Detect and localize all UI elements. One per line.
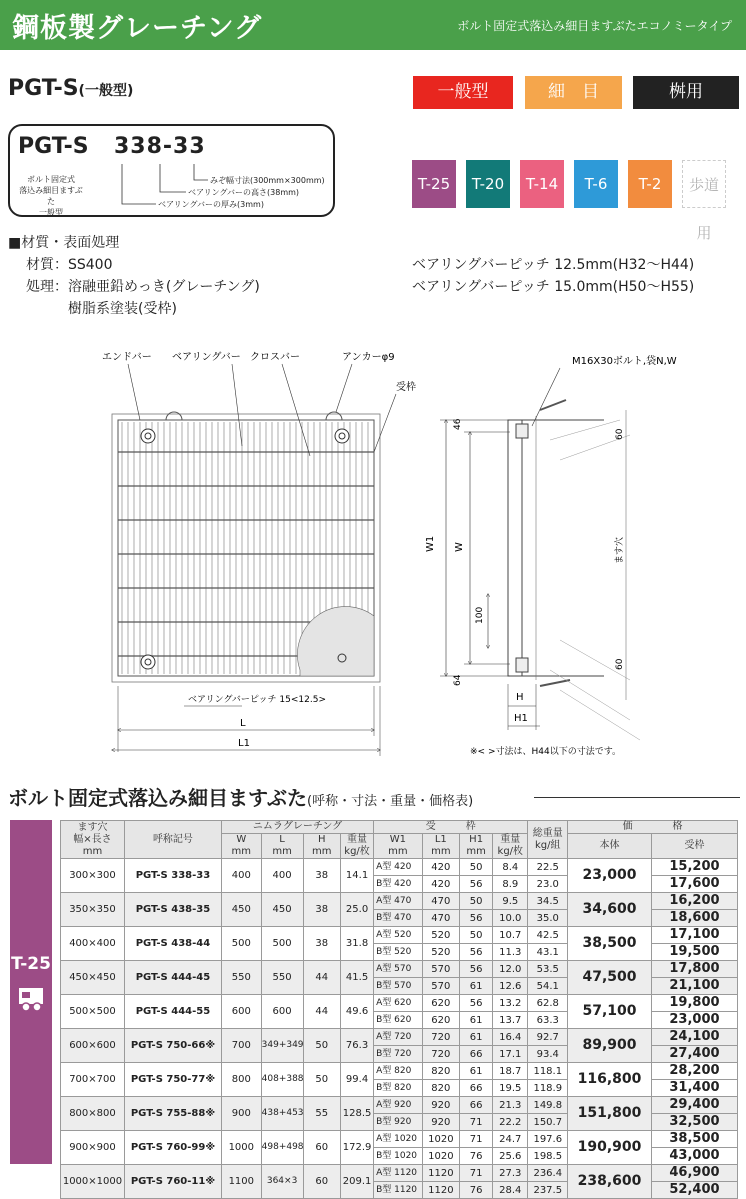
cell-L1: 1020	[422, 1148, 459, 1165]
model-name: PGT-S	[8, 76, 79, 101]
load-tag-5: T-2	[628, 160, 672, 208]
cell-frame-price: 18,600	[651, 910, 737, 927]
cell-W: 400	[221, 859, 261, 893]
cell-H: 50	[303, 1029, 340, 1063]
anchor-label: アンカーφ9	[342, 352, 395, 363]
cell-L1: 820	[422, 1080, 459, 1097]
dim-60-top-label: 60	[615, 428, 625, 440]
header-H1: H1 mm	[460, 834, 493, 859]
cell-masu: 700×700	[61, 1063, 125, 1097]
cell-H1: 56	[460, 944, 493, 961]
cell-frame-type: B型 570	[374, 978, 423, 995]
cell-code: PGT-S 760-99※	[124, 1131, 221, 1165]
cell-frame-type: B型 820	[374, 1080, 423, 1097]
cell-L: 349+349	[261, 1029, 303, 1063]
cell-body-price: 116,800	[568, 1063, 652, 1097]
cell-H1: 76	[460, 1182, 493, 1199]
load-tag-6: 歩道用	[682, 160, 726, 208]
cell-H: 38	[303, 927, 340, 961]
table-row	[61, 1131, 738, 1148]
cell-code: PGT-S 750-66※	[124, 1029, 221, 1063]
cell-masu: 350×350	[61, 893, 125, 927]
cell-H1: 56	[460, 876, 493, 893]
cell-frame-weight: 12.0	[493, 961, 528, 978]
page-title: 鋼板製グレーチング	[12, 13, 263, 44]
cell-frame-price: 15,200	[651, 859, 737, 876]
header-weight: 重量 kg/枚	[341, 834, 374, 859]
cell-frame-type: B型 1120	[374, 1182, 423, 1199]
cell-total-weight: 198.5	[528, 1148, 568, 1165]
process-text: 処理：溶融亜鉛めっき(グレーチング)	[26, 279, 260, 295]
cell-frame-type: B型 470	[374, 910, 423, 927]
cell-total-weight: 236.4	[528, 1165, 568, 1182]
cell-frame-price: 46,900	[651, 1165, 737, 1182]
cell-W: 700	[221, 1029, 261, 1063]
cell-frame-weight: 12.6	[493, 978, 528, 995]
cell-masu: 600×600	[61, 1029, 125, 1063]
cell-frame-price: 17,600	[651, 876, 737, 893]
cell-L1: 570	[422, 961, 459, 978]
table-row	[61, 1097, 738, 1114]
cell-frame-weight: 18.7	[493, 1063, 528, 1080]
cell-frame-price: 16,200	[651, 893, 737, 910]
cell-frame-weight: 8.4	[493, 859, 528, 876]
header-W: W mm	[221, 834, 261, 859]
cell-frame-type: A型 620	[374, 995, 423, 1012]
cell-frame-price: 32,500	[651, 1114, 737, 1131]
cell-H1: 61	[460, 1029, 493, 1046]
cell-frame-weight: 9.5	[493, 893, 528, 910]
cell-total-weight: 23.0	[528, 876, 568, 893]
fine-mesh-tag: 細 目	[525, 76, 622, 109]
cell-frame-type: B型 1020	[374, 1148, 423, 1165]
cell-masu: 400×400	[61, 927, 125, 961]
cell-frame-price: 24,100	[651, 1029, 737, 1046]
cell-frame-type: B型 520	[374, 944, 423, 961]
cell-H: 44	[303, 961, 340, 995]
cell-L1: 420	[422, 876, 459, 893]
cell-weight: 25.0	[341, 893, 374, 927]
cell-total-weight: 118.9	[528, 1080, 568, 1097]
header-L1: L1 mm	[422, 834, 459, 859]
W1-dimension-label: W1	[425, 535, 436, 552]
cell-masu: 300×300	[61, 859, 125, 893]
cell-L: 364×3	[261, 1165, 303, 1199]
cell-code: PGT-S 760-11※	[124, 1165, 221, 1199]
cell-H1: 56	[460, 995, 493, 1012]
cell-W: 1000	[221, 1131, 261, 1165]
cell-frame-price: 17,100	[651, 927, 737, 944]
bearing-bar-label: ベアリングバー	[172, 352, 241, 363]
table-row	[61, 995, 738, 1012]
cell-body-price: 190,900	[568, 1131, 652, 1165]
header-frame-weight: 重量 kg/枚	[493, 834, 528, 859]
cell-weight: 49.6	[341, 995, 374, 1029]
cell-L1: 720	[422, 1046, 459, 1063]
code-explanation-box	[8, 124, 335, 217]
dim-60-bottom-label: 60	[615, 658, 625, 670]
cell-total-weight: 118.1	[528, 1063, 568, 1080]
cell-W: 550	[221, 961, 261, 995]
cell-frame-weight: 24.7	[493, 1131, 528, 1148]
cell-frame-type: A型 720	[374, 1029, 423, 1046]
cell-code: PGT-S 338-33	[124, 859, 221, 893]
cell-code: PGT-S 444-45	[124, 961, 221, 995]
header-H: H mm	[303, 834, 340, 859]
code-box-name: PGT-S	[18, 134, 89, 159]
cell-body-price: 151,800	[568, 1097, 652, 1131]
price-table	[60, 820, 738, 1199]
cell-frame-weight: 22.2	[493, 1114, 528, 1131]
bolt-label: M16X30ボルト,袋N,W	[572, 356, 677, 367]
code-annotation-height: ベアリングバーの高さ(38mm)	[188, 188, 300, 197]
cell-frame-price: 43,000	[651, 1148, 737, 1165]
header-code: 呼称記号	[124, 821, 221, 859]
price-table-heading: ボルト固定式落込み細目ますぶた	[8, 786, 307, 810]
cell-total-weight: 42.5	[528, 927, 568, 944]
cell-H1: 50	[460, 893, 493, 910]
code-annotation-width: みぞ幅寸法(300mm×300mm)	[210, 176, 325, 185]
cell-body-price: 57,100	[568, 995, 652, 1029]
pitch-text-2: ベアリングバーピッチ 15.0mm(H50〜H55)	[412, 279, 695, 295]
cell-frame-price: 27,400	[651, 1046, 737, 1063]
load-tag-4: T-6	[574, 160, 618, 208]
cell-weight: 76.3	[341, 1029, 374, 1063]
cell-L1: 570	[422, 978, 459, 995]
cell-L: 600	[261, 995, 303, 1029]
cell-total-weight: 53.5	[528, 961, 568, 978]
dim-100-label: 100	[475, 606, 485, 624]
cell-H1: 66	[460, 1080, 493, 1097]
masu-use-tag: 桝用	[633, 76, 739, 109]
cell-H1: 71	[460, 1165, 493, 1182]
cell-frame-type: A型 920	[374, 1097, 423, 1114]
cell-H: 55	[303, 1097, 340, 1131]
price-table-body	[61, 859, 738, 1199]
cell-H: 60	[303, 1131, 340, 1165]
table-row	[61, 1165, 738, 1182]
cell-H: 60	[303, 1165, 340, 1199]
cell-total-weight: 150.7	[528, 1114, 568, 1131]
header-grating: ニムラグレーチング	[221, 821, 373, 834]
cell-masu: 800×800	[61, 1097, 125, 1131]
cell-frame-type: B型 720	[374, 1046, 423, 1063]
cell-frame-type: B型 420	[374, 876, 423, 893]
cell-weight: 99.4	[341, 1063, 374, 1097]
cell-frame-price: 23,000	[651, 1012, 737, 1029]
material-text: 材質：SS400	[26, 257, 113, 273]
process-text-2: 樹脂系塗装(受枠)	[68, 301, 177, 317]
pitch-text-1: ベアリングバーピッチ 12.5mm(H32〜H44)	[412, 257, 695, 273]
cell-H1: 61	[460, 978, 493, 995]
cell-frame-type: A型 420	[374, 859, 423, 876]
cell-frame-price: 21,100	[651, 978, 737, 995]
cell-code: PGT-S 444-55	[124, 995, 221, 1029]
cell-frame-type: B型 920	[374, 1114, 423, 1131]
truck-icon	[17, 984, 45, 1014]
cell-L: 450	[261, 893, 303, 927]
cell-H: 38	[303, 859, 340, 893]
cell-frame-price: 17,800	[651, 961, 737, 978]
cell-L: 500	[261, 927, 303, 961]
cell-L1: 1020	[422, 1131, 459, 1148]
cell-frame-type: A型 570	[374, 961, 423, 978]
cell-L: 550	[261, 961, 303, 995]
cell-total-weight: 62.8	[528, 995, 568, 1012]
cell-L1: 820	[422, 1063, 459, 1080]
cell-weight: 31.8	[341, 927, 374, 961]
cell-frame-price: 31,400	[651, 1080, 737, 1097]
cell-total-weight: 149.8	[528, 1097, 568, 1114]
cell-total-weight: 92.7	[528, 1029, 568, 1046]
technical-drawing	[0, 340, 746, 770]
cell-H: 38	[303, 893, 340, 927]
cell-weight: 172.9	[341, 1131, 374, 1165]
price-table-subheading: (呼称・寸法・重量・価格表)	[307, 794, 474, 809]
cell-L1: 520	[422, 927, 459, 944]
cell-frame-type: A型 520	[374, 927, 423, 944]
cell-W: 500	[221, 927, 261, 961]
cell-L: 408+388	[261, 1063, 303, 1097]
cell-body-price: 47,500	[568, 961, 652, 995]
pitch-dimension-label: ベアリングバーピッチ 15<12.5>	[188, 695, 326, 705]
general-type-tag: 一般型	[413, 76, 513, 109]
title-rule	[534, 797, 740, 798]
header-body-price: 本体	[568, 834, 652, 859]
cell-body-price: 34,600	[568, 893, 652, 927]
plan-view	[102, 351, 416, 756]
cell-frame-type: A型 820	[374, 1063, 423, 1080]
cell-weight: 209.1	[341, 1165, 374, 1199]
L1-dimension-label: L1	[238, 738, 250, 749]
section-view	[425, 354, 677, 757]
load-class-sidebar	[10, 820, 52, 1164]
W-dimension-label: W	[454, 542, 465, 552]
cell-frame-weight: 28.4	[493, 1182, 528, 1199]
cell-frame-weight: 25.6	[493, 1148, 528, 1165]
cell-H1: 66	[460, 1097, 493, 1114]
load-tag-1: T-25	[412, 160, 456, 208]
header-price: 価 格	[568, 821, 738, 834]
cell-H1: 56	[460, 910, 493, 927]
cell-body-price: 23,000	[568, 859, 652, 893]
cell-masu: 450×450	[61, 961, 125, 995]
header-total-weight: 総重量 kg/組	[528, 821, 568, 859]
cell-body-price: 38,500	[568, 927, 652, 961]
cell-total-weight: 34.5	[528, 893, 568, 910]
cell-W: 900	[221, 1097, 261, 1131]
cell-L1: 1120	[422, 1165, 459, 1182]
cell-frame-weight: 19.5	[493, 1080, 528, 1097]
cell-L1: 470	[422, 910, 459, 927]
cell-total-weight: 197.6	[528, 1131, 568, 1148]
cell-body-price: 238,600	[568, 1165, 652, 1199]
cell-total-weight: 54.1	[528, 978, 568, 995]
header-masu: ます穴 幅×長さ mm	[61, 821, 125, 859]
cell-frame-weight: 16.4	[493, 1029, 528, 1046]
header-W1: W1 mm	[374, 834, 423, 859]
cell-code: PGT-S 438-44	[124, 927, 221, 961]
code-box-description: ボルト固定式 落込み細目ますぶた 一般型	[19, 175, 83, 217]
table-row	[61, 1063, 738, 1080]
header-frame: 受 枠	[374, 821, 528, 834]
cell-L1: 470	[422, 893, 459, 910]
table-row	[61, 859, 738, 876]
table-row	[61, 893, 738, 910]
cell-L: 438+453	[261, 1097, 303, 1131]
cell-frame-price: 29,400	[651, 1097, 737, 1114]
cell-frame-weight: 10.7	[493, 927, 528, 944]
frame-label: 受枠	[396, 382, 416, 393]
cell-total-weight: 35.0	[528, 910, 568, 927]
cell-W: 450	[221, 893, 261, 927]
header-L: L mm	[261, 834, 303, 859]
cell-code: PGT-S 438-35	[124, 893, 221, 927]
cell-frame-type: A型 1020	[374, 1131, 423, 1148]
cell-W: 1100	[221, 1165, 261, 1199]
cell-total-weight: 22.5	[528, 859, 568, 876]
cell-frame-weight: 17.1	[493, 1046, 528, 1063]
cell-L1: 920	[422, 1097, 459, 1114]
cell-L1: 620	[422, 995, 459, 1012]
cell-weight: 128.5	[341, 1097, 374, 1131]
cross-bar-label: クロスバー	[250, 352, 300, 363]
cell-frame-type: A型 1120	[374, 1165, 423, 1182]
H-dimension-label: H	[516, 692, 524, 703]
masu-hole-label: ます穴	[615, 536, 625, 564]
model-type: (一般型)	[78, 83, 134, 99]
cell-H1: 71	[460, 1114, 493, 1131]
cell-H1: 50	[460, 927, 493, 944]
cell-L1: 520	[422, 944, 459, 961]
cell-masu: 1000×1000	[61, 1165, 125, 1199]
code-annotation-thickness: ベアリングバーの厚み(3mm)	[158, 200, 264, 209]
cell-total-weight: 237.5	[528, 1182, 568, 1199]
sidebar-load-label: T-25	[11, 954, 51, 974]
price-table-title	[8, 782, 473, 811]
cell-frame-weight: 10.0	[493, 910, 528, 927]
cell-code: PGT-S 755-88※	[124, 1097, 221, 1131]
cell-H1: 50	[460, 859, 493, 876]
cell-weight: 41.5	[341, 961, 374, 995]
cell-L1: 620	[422, 1012, 459, 1029]
cell-L1: 920	[422, 1114, 459, 1131]
cell-H1: 71	[460, 1131, 493, 1148]
cell-body-price: 89,900	[568, 1029, 652, 1063]
page-header	[0, 0, 746, 50]
cell-H1: 61	[460, 1063, 493, 1080]
table-row	[61, 927, 738, 944]
cell-code: PGT-S 750-77※	[124, 1063, 221, 1097]
dim-46-label: 46	[453, 418, 463, 430]
cell-frame-weight: 27.3	[493, 1165, 528, 1182]
L-dimension-label: L	[240, 718, 246, 729]
table-row	[61, 1029, 738, 1046]
cell-frame-price: 19,500	[651, 944, 737, 961]
cell-H1: 76	[460, 1148, 493, 1165]
material-heading: ■材質・表面処理	[8, 235, 120, 251]
cell-H1: 66	[460, 1046, 493, 1063]
cell-masu: 900×900	[61, 1131, 125, 1165]
model-title	[8, 76, 133, 101]
cell-frame-weight: 11.3	[493, 944, 528, 961]
cell-frame-weight: 13.2	[493, 995, 528, 1012]
table-row	[61, 961, 738, 978]
cell-W: 800	[221, 1063, 261, 1097]
cell-H1: 61	[460, 1012, 493, 1029]
cell-total-weight: 43.1	[528, 944, 568, 961]
load-tag-3: T-14	[520, 160, 564, 208]
cell-total-weight: 63.3	[528, 1012, 568, 1029]
cell-L1: 1120	[422, 1182, 459, 1199]
cell-L: 400	[261, 859, 303, 893]
H1-dimension-label: H1	[514, 713, 528, 724]
end-bar-label: エンドバー	[102, 352, 152, 363]
cell-frame-weight: 13.7	[493, 1012, 528, 1029]
drawing-note: ※< >寸法は、H44以下の寸法です。	[470, 747, 621, 757]
load-tag-2: T-20	[466, 160, 510, 208]
cell-frame-price: 52,400	[651, 1182, 737, 1199]
cell-L: 498+498	[261, 1131, 303, 1165]
cell-frame-price: 28,200	[651, 1063, 737, 1080]
dim-64-label: 64	[453, 674, 463, 686]
code-box-code: 338-33	[114, 134, 206, 159]
cell-L1: 420	[422, 859, 459, 876]
cell-frame-weight: 21.3	[493, 1097, 528, 1114]
header-frame-price: 受枠	[651, 834, 737, 859]
cell-frame-price: 38,500	[651, 1131, 737, 1148]
cell-frame-type: B型 620	[374, 1012, 423, 1029]
cell-masu: 500×500	[61, 995, 125, 1029]
cell-total-weight: 93.4	[528, 1046, 568, 1063]
cell-frame-weight: 8.9	[493, 876, 528, 893]
cell-H1: 56	[460, 961, 493, 978]
cell-H: 44	[303, 995, 340, 1029]
cell-L1: 720	[422, 1029, 459, 1046]
cell-frame-price: 19,800	[651, 995, 737, 1012]
cell-W: 600	[221, 995, 261, 1029]
cell-weight: 14.1	[341, 859, 374, 893]
page-subtitle: ボルト固定式落込み細目ますぶたエコノミータイプ	[457, 19, 732, 33]
cell-H: 50	[303, 1063, 340, 1097]
cell-frame-type: A型 470	[374, 893, 423, 910]
